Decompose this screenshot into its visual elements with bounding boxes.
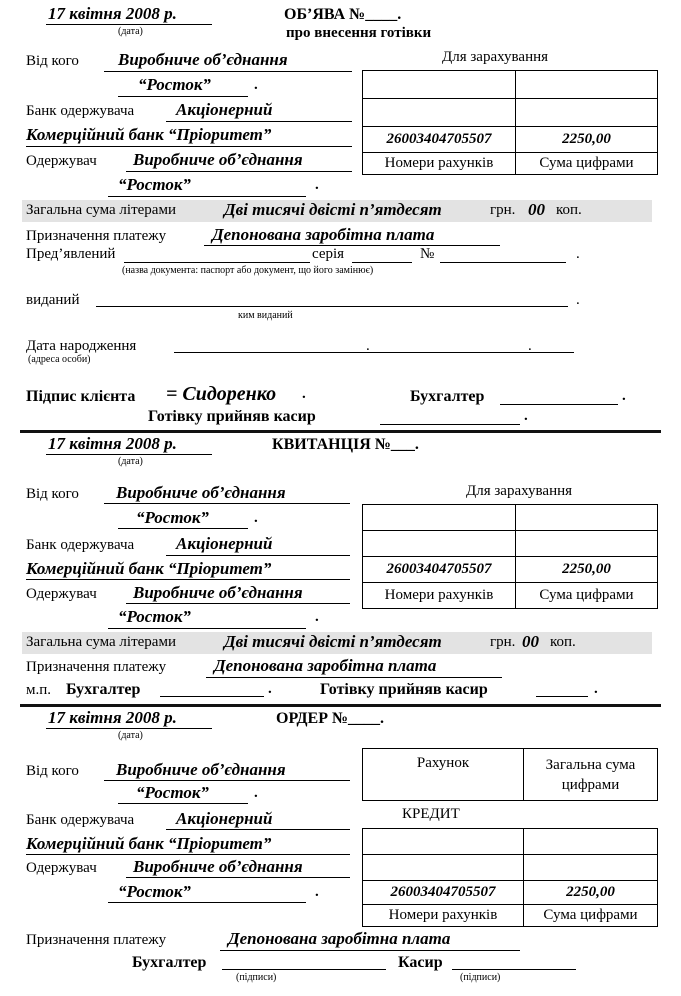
credit-table [362, 828, 658, 927]
account-caption: Номери рахунків [363, 583, 516, 609]
from-value-2: “Росток” [136, 783, 209, 802]
account-number: 26003404705507 [363, 127, 516, 153]
cashier-label: Касир [398, 954, 443, 971]
cashier-label: Готівку прийняв касир [320, 681, 488, 698]
from-label: Від кого [26, 763, 79, 779]
currency-label: грн. [490, 634, 516, 650]
account-caption: Номери рахунків [363, 905, 524, 927]
address-note: (адреса особи) [28, 354, 91, 365]
date-note: (дата) [118, 730, 143, 741]
recipient-value-2: “Росток” [118, 175, 191, 194]
from-value-1: Виробниче об’єднання [116, 483, 286, 502]
date-note: (дата) [118, 26, 143, 37]
issued-note: ким виданий [238, 310, 293, 321]
stamp-label: м.п. [26, 682, 52, 698]
kop-label: коп. [550, 634, 576, 650]
receipt-date: 17 квітня 2008 р. [48, 434, 177, 453]
bank-value-2: Комерційний банк “Пріоритет” [26, 834, 272, 853]
recipient-label: Одержувач [26, 586, 97, 602]
from-value-2: “Росток” [138, 75, 211, 94]
purpose-value: Депонована заробітна плата [212, 225, 435, 244]
announcement-title: ОБ’ЯВА №____. [284, 6, 402, 23]
bank-value-2: Комерційний банк “Пріоритет” [26, 125, 272, 144]
recipient-label: Одержувач [26, 153, 97, 169]
cashier-label: Готівку прийняв касир [148, 408, 316, 425]
purpose-value: Депонована заробітна плата [228, 929, 451, 948]
bank-label: Банк одержувача [26, 812, 135, 828]
signature-note-2: (підписи) [460, 972, 501, 983]
order-title: ОРДЕР №____. [276, 710, 385, 727]
amount-figures: 2250,00 [516, 127, 658, 153]
bank-label: Банк одержувача [26, 537, 135, 553]
credit-table [362, 504, 658, 609]
bank-label: Банк одержувача [26, 103, 135, 119]
currency-label: грн. [490, 202, 516, 218]
document-note: (назва документа: паспорт або документ, що його замінює) [122, 265, 374, 276]
from-value-2: “Росток” [136, 508, 209, 527]
words-value: Дві тисячі двісті п’ятдесят [224, 200, 442, 219]
receipt-title: КВИТАНЦІЯ №___. [272, 436, 419, 453]
signature-note-1: (підписи) [236, 972, 277, 983]
kop-value: 00 [522, 632, 539, 651]
recipient-value-1: Виробниче об’єднання [133, 150, 303, 169]
credit-header: Для зарахування [442, 49, 549, 65]
accountant-label: Бухгалтер [410, 388, 485, 405]
bank-value-1: Акціонерний [176, 534, 273, 553]
credit-table [362, 70, 658, 175]
kop-label: коп. [556, 202, 582, 218]
account-number: 26003404705507 [363, 881, 524, 905]
account-number: 26003404705507 [363, 557, 516, 583]
purpose-label: Призначення платежу [26, 228, 167, 244]
from-label: Від кого [26, 53, 79, 69]
accountant-label: Бухгалтер [132, 954, 207, 971]
issued-label: виданий [26, 292, 80, 308]
words-label: Загальна сума літерами [26, 634, 176, 650]
recipient-value-1: Виробниче об’єднання [133, 857, 303, 876]
amount-caption: Сума цифрами [516, 583, 658, 609]
series-label: серія [312, 246, 345, 262]
purpose-label: Призначення платежу [26, 659, 167, 675]
recipient-value-2: “Росток” [118, 607, 191, 626]
from-value-1: Виробниче об’єднання [118, 50, 288, 69]
from-value-1: Виробниче об’єднання [116, 760, 286, 779]
signature-label: Підпис клієнта [26, 388, 136, 405]
section-divider [20, 704, 661, 707]
order-header-table [362, 748, 658, 801]
bank-value-1: Акціонерний [176, 100, 273, 119]
credit-header: Для зарахування [466, 483, 573, 499]
account-caption: Номери рахунків [363, 153, 516, 175]
account-header: Рахунок [363, 749, 524, 801]
bank-value-1: Акціонерний [176, 809, 273, 828]
amount-figures: 2250,00 [524, 881, 658, 905]
from-label: Від кого [26, 486, 79, 502]
words-label: Загальна сума літерами [26, 202, 176, 218]
purpose-label: Призначення платежу [26, 932, 167, 948]
amount-caption: Сума цифрами [524, 905, 658, 927]
announcement-subtitle: про внесення готівки [286, 25, 432, 41]
kop-value: 00 [528, 200, 545, 219]
credit-label: КРЕДИТ [402, 806, 460, 822]
amount-caption: Сума цифрами [516, 153, 658, 175]
amount-figures: 2250,00 [516, 557, 658, 583]
presented-label: Пред’явлений [26, 246, 116, 262]
date-note: (дата) [118, 456, 143, 467]
words-value: Дві тисячі двісті п’ятдесят [224, 632, 442, 651]
birth-label: Дата народження [26, 338, 137, 354]
purpose-value: Депонована заробітна плата [214, 656, 437, 675]
announcement-date: 17 квітня 2008 р. [48, 4, 177, 23]
total-header: Загальна сума цифрами [524, 749, 658, 801]
client-signature: = Сидоренко [166, 383, 277, 405]
recipient-label: Одержувач [26, 860, 97, 876]
number-label: № [420, 246, 435, 262]
section-divider [20, 430, 661, 433]
bank-value-2: Комерційний банк “Пріоритет” [26, 559, 272, 578]
order-date: 17 квітня 2008 р. [48, 708, 177, 727]
accountant-label: Бухгалтер [66, 681, 141, 698]
recipient-value-1: Виробниче об’єднання [133, 583, 303, 602]
recipient-value-2: “Росток” [118, 882, 191, 901]
